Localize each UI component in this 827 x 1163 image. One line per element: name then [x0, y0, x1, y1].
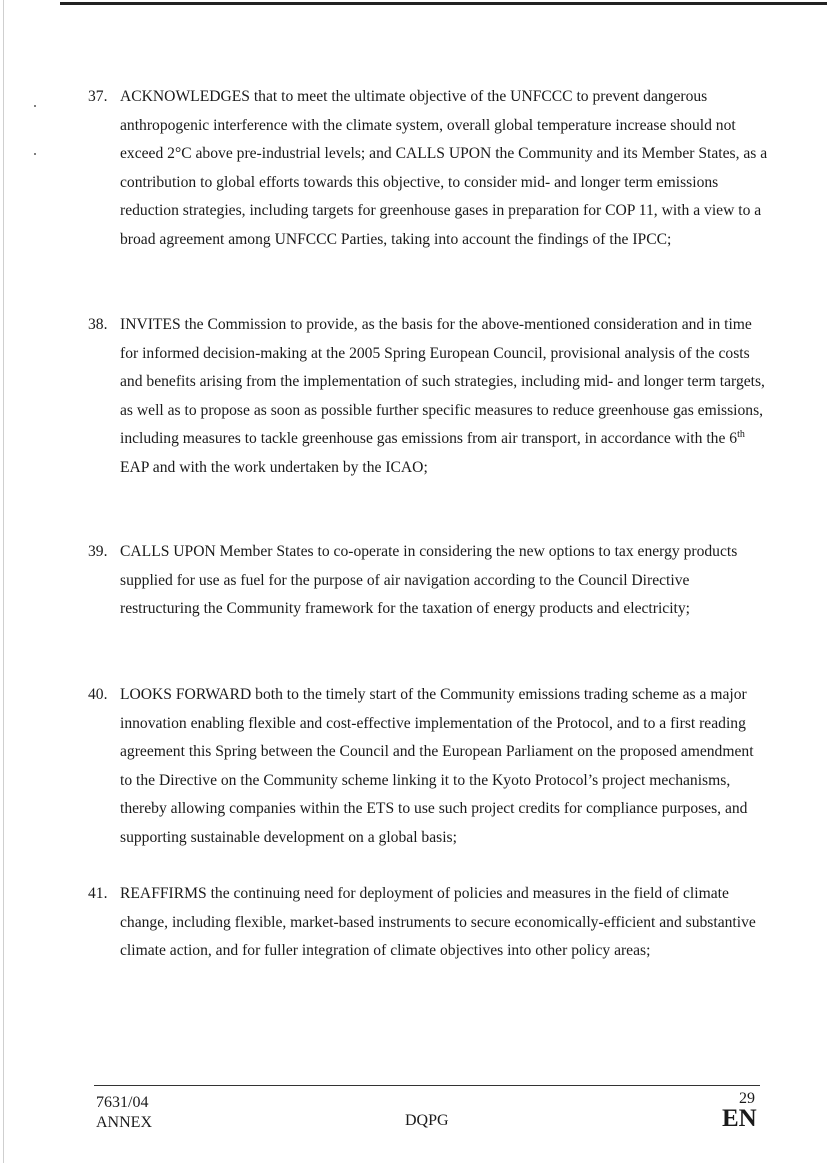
page-number: 29	[739, 1090, 755, 1107]
paragraph-text-part: EAP and with the work undertaken by the ICAO;	[120, 458, 428, 476]
scan-speck	[34, 105, 36, 107]
footer-rule	[94, 1085, 760, 1086]
paragraph-number: 38.	[88, 316, 108, 333]
paragraph-text: REAFFIRMS the continuing need for deployment of policies and measures in the field of climate change, including flexible, market-based instruments to secure economically-efficient and substantive climate action, and for fuller integration of climate objectives into other policy areas;	[120, 885, 756, 960]
paragraph-39	[88, 538, 768, 624]
paragraph-text: ACKNOWLEDGES that to meet the ultimate objective of the UNFCCC to prevent dangerous anthropogenic interference with the climate system, overall global temperature increase should not exceed 2°C above pre-industrial levels; and CALLS UPON the Community and its Member States, as a contribution to global efforts towards this objective, to consider mid- and longer term emissions reduction strategies, including targets for greenhouse gases in preparation for COP 11, with a view to a broad agreement among UNFCCC Parties, taking into account the findings of the IPCC;	[120, 88, 768, 248]
superscript: th	[737, 429, 745, 441]
footer-dept: DQPG	[405, 1112, 449, 1129]
scan-speck	[34, 153, 36, 155]
paragraph-number: 39.	[88, 543, 108, 560]
paragraph-number: 40.	[88, 686, 108, 703]
paragraph-38	[88, 311, 768, 483]
paragraph-41	[88, 880, 768, 966]
paragraph-text	[120, 311, 768, 483]
language-code: EN	[722, 1105, 757, 1132]
paragraph-37	[88, 83, 768, 255]
top-rule	[60, 2, 827, 5]
paragraph-text-part: INVITES the Commission to provide, as the basis for the above-mentioned consideration and in time for informed decision-making at the 2005 Spring European Council, provisional analysis of the costs and benefits arising from the implementation of such strategies, including mid- and longer term targets, as well as to propose as soon as possible further specific measures to reduce greenhouse gas emissions, including measures to tackle greenhouse gas emissions from air transport, in accordance with the 6	[120, 316, 765, 448]
paragraph-text: CALLS UPON Member States to co-operate in considering the new options to tax energy products supplied for use as fuel for the purpose of air navigation according to the Council Directive restructuring the Community framework for the taxation of energy products and electricity;	[120, 543, 738, 618]
paragraph-number: 37.	[88, 88, 108, 105]
scan-edge	[3, 0, 4, 1163]
footer-annex: ANNEX	[96, 1114, 152, 1131]
paragraph-40	[88, 681, 768, 853]
footer-doc-number: 7631/04	[96, 1094, 149, 1111]
paragraph-text: LOOKS FORWARD both to the timely start of the Community emissions trading scheme as a major innovation enabling flexible and cost-effective implementation of the Protocol, and to a first reading agreement this Spring between the Council and the European Parliament on the proposed amendment to the Directive on the Community scheme linking it to the Kyoto Protocol’s project mechanisms, thereby allowing companies within the ETS to use such project credits for compliance purposes, and supporting sustainable development on a global basis;	[120, 686, 754, 846]
paragraph-number: 41.	[88, 885, 108, 902]
